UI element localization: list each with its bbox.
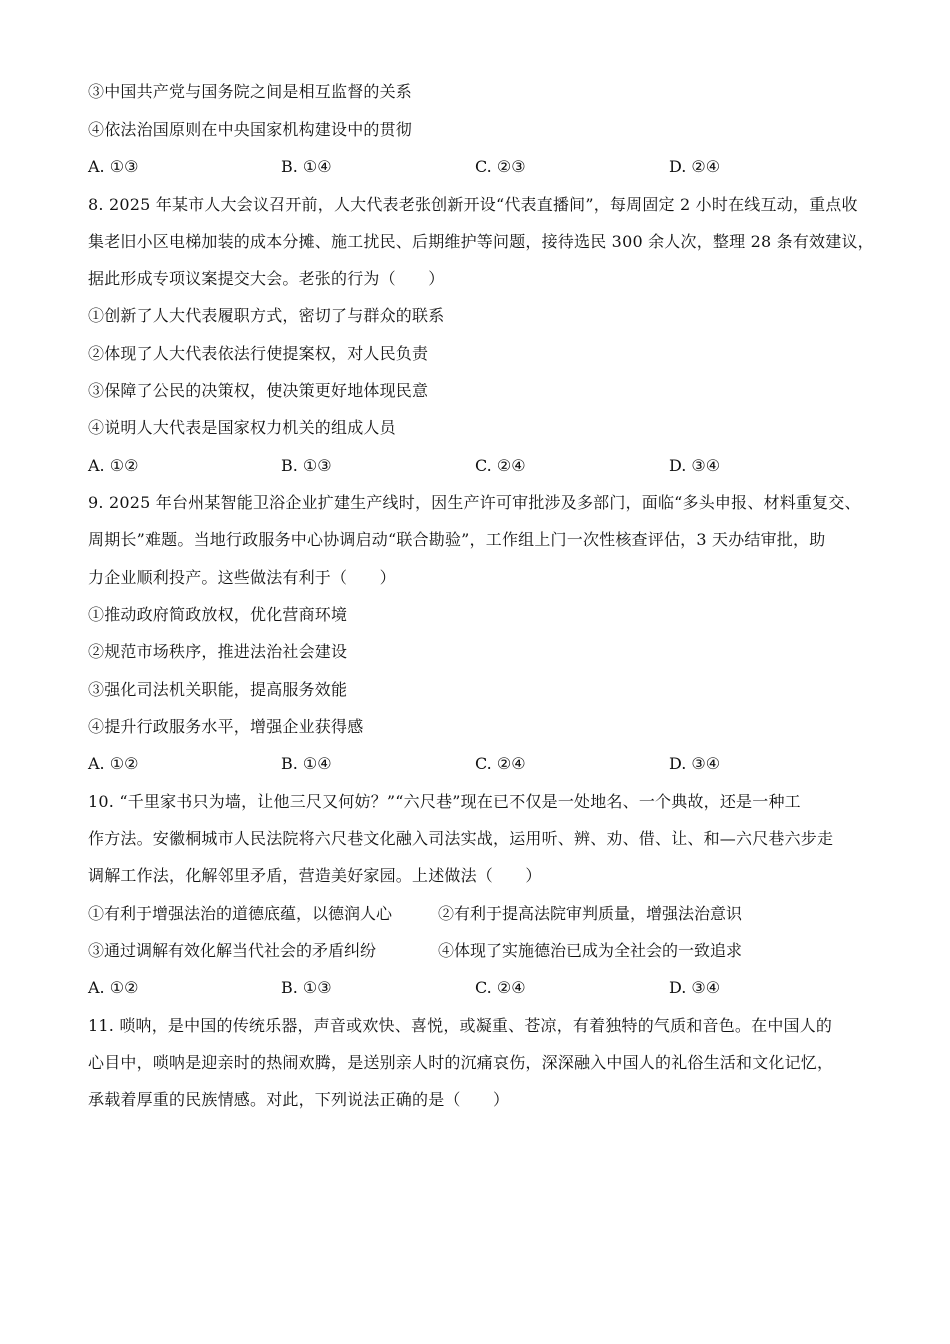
q8-statement-2: ②体现了人大代表依法行使提案权，对人民负责 (88, 344, 429, 363)
q9-statement-4: ④提升行政服务水平，增强企业获得感 (88, 717, 364, 736)
q9-stem-line-2: 周期长”难题。当地行政服务中心协调启动“联合勘验”，工作组上门一次性核查评估，3 天办结审批，助 (88, 530, 826, 549)
q9-option-d: D. ③④ (669, 754, 721, 773)
q8-option-b: B. ①③ (281, 456, 332, 475)
q10-stem-line-1: 10. “千里家书只为墙，让他三尺又何妨？”“六尺巷”现在已不仅是一处地名、一个典故，还是一种工 (88, 792, 801, 811)
q10-option-c: C. ②④ (475, 978, 526, 997)
q9-option-b: B. ①④ (281, 754, 332, 773)
q9-statement-2: ②规范市场秩序，推进法治社会建设 (88, 642, 348, 661)
q11-stem-line-1: 11. 唢呐，是中国的传统乐器，声音或欢快、喜悦，或凝重、苍凉，有着独特的气质和音色。在中国人的 (88, 1016, 833, 1035)
q8-statement-3: ③保障了公民的决策权，使决策更好地体现民意 (88, 381, 429, 400)
q10-option-b: B. ①③ (281, 978, 332, 997)
q11-stem-line-2: 心目中，唢呐是迎亲时的热闹欢腾，是送别亲人时的沉痛哀伤，深深融入中国人的礼俗生活和文化记忆， (88, 1053, 834, 1072)
q8-stem-line-1: 8. 2025 年某市人大会议召开前，人大代表老张创新开设“代表直播间”，每周固定 2 小时在线互动，重点收 (88, 195, 858, 214)
q10-statement-1: ①有利于增强法治的道德底蕴，以德润人心 (88, 904, 393, 923)
q9-options (88, 754, 868, 774)
q10-stem-line-2: 作方法。安徽桐城市人民法院将六尺巷文化融入司法实战，运用听、辨、劝、借、让、和—六尺巷六步走 (88, 829, 834, 848)
q10-statement-4: ④体现了实施德治已成为全社会的一致追求 (438, 941, 743, 960)
q7-option-c: C. ②③ (475, 157, 526, 176)
q8-option-a: A. ①② (88, 456, 139, 475)
q10-statement-2: ②有利于提高法院审判质量，增强法治意识 (438, 904, 743, 923)
q7-options (88, 157, 868, 177)
q7-option-b: B. ①④ (281, 157, 332, 176)
q9-option-c: C. ②④ (475, 754, 526, 773)
q10-option-a: A. ①② (88, 978, 139, 997)
q8-option-d: D. ③④ (669, 456, 721, 475)
q10-options (88, 978, 868, 998)
q9-option-a: A. ①② (88, 754, 139, 773)
q8-stem-line-2: 集老旧小区电梯加装的成本分摊、施工扰民、后期维护等问题，接待选民 300 余人次，整理 28 条有效建议， (88, 232, 874, 251)
q10-statements-row-1 (88, 904, 868, 924)
q10-statements-row-2 (88, 941, 868, 961)
q9-stem-line-3: 力企业顺利投产。这些做法有利于（ ） (88, 568, 396, 587)
q9-stem-line-1: 9. 2025 年台州某智能卫浴企业扩建生产线时，因生产许可审批涉及多部门，面临“多头申报、材料重复交、 (88, 493, 861, 512)
q8-statement-1: ①创新了人大代表履职方式，密切了与群众的联系 (88, 306, 445, 325)
q8-statement-4: ④说明人大代表是国家权力机关的组成人员 (88, 418, 396, 437)
q10-option-d: D. ③④ (669, 978, 721, 997)
q7-statement-3: ③中国共产党与国务院之间是相互监督的关系 (88, 82, 413, 101)
q10-stem-line-3: 调解工作法，化解邻里矛盾，营造美好家园。上述做法（ ） (88, 866, 542, 885)
q7-statement-4: ④依法治国原则在中央国家机构建设中的贯彻 (88, 120, 413, 139)
q8-option-c: C. ②④ (475, 456, 526, 475)
q9-statement-1: ①推动政府简政放权，优化营商环境 (88, 605, 348, 624)
q7-option-d: D. ②④ (669, 157, 721, 176)
q7-option-a: A. ①③ (88, 157, 139, 176)
q8-options (88, 456, 868, 476)
q11-stem-line-3: 承载着厚重的民族情感。对此，下列说法正确的是（ ） (88, 1090, 510, 1109)
q8-stem-line-3: 据此形成专项议案提交大会。老张的行为（ ） (88, 269, 445, 288)
q10-statement-3: ③通过调解有效化解当代社会的矛盾纠纷 (88, 941, 377, 960)
q9-statement-3: ③强化司法机关职能，提高服务效能 (88, 680, 348, 699)
